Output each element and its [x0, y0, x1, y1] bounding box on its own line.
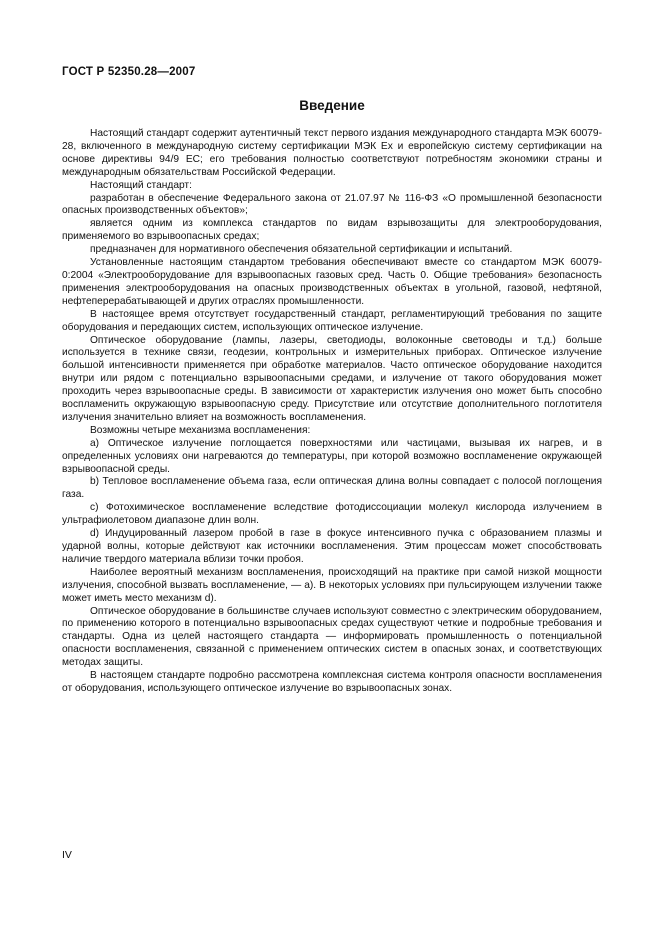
paragraph: Оптическое оборудование в большинстве случаев используют совместно с электрическим оборудованием, по применению которого в потенциально взрывоопасных средах существуют четкие и подробные требования и стандарты. Одна из целей настоящего стандарта — информировать промышленность о потенциальной опасности воспламенения, связанной с применением оптических систем в опасных зонах, и соответствующих методах защиты.: [62, 605, 602, 669]
page-number: IV: [62, 849, 72, 861]
paragraph: Настоящий стандарт:: [90, 179, 192, 191]
paragraph: разработан в обеспечение Федерального закона от 21.07.97 № 116-ФЗ «О промышленной безопасности опасных производственных объектов»;: [62, 192, 602, 217]
paragraph: а) Оптическое излучение поглощается поверхностями или частицами, вызывая их нагрев, и в определенных условиях они нагреваются до температуры, при которой возможно воспламенение окружающей взрывоопасной среды.: [62, 437, 602, 475]
paragraph: с) Фотохимическое воспламенение вследствие фотодиссоциации молекул кислорода излучением в ультрафиолетовом диапазоне длин волн.: [62, 502, 602, 527]
paragraph: Оптическое оборудование (лампы, лазеры, светодиоды, волоконные световоды и т.д.) больше используется в технике связи, геодезии, контрольных и измерительных приборах. Оптическое излучение большой интенсивности применяется при обработке материалов. Часто оптическое оборудование находится внутри или рядом с потенциально взрывоопасными средами, и излучение от такого оборудования может проходить через взрывоопасные среды. В зависимости от характеристик излучения оно может быть способно воспламенить окружающую взрывоопасную среду. Присутствие или отсутствие дополнительного поглотителя излучения значительно влияет на возможность воспламенения.: [62, 334, 602, 423]
paragraph: В настоящее время отсутствует государственный стандарт, регламентирующий требования по защите оборудования и передающих систем, использующих оптическое излучение.: [62, 308, 602, 333]
paragraph: предназначен для нормативного обеспечения обязательной сертификации и испытаний.: [90, 244, 513, 256]
paragraph: является одним из комплекса стандартов по видам взрывозащиты для электрооборудования, применяемого во взрывоопасных средах;: [62, 218, 602, 243]
paragraph: d) Индуцированный лазером пробой в газе в фокусе интенсивного пучка с образованием плазмы и ударной волны, которые действуют как источники воспламенения. Этим процессам может способствовать наличие твердого материала вблизи точки пробоя.: [62, 528, 602, 565]
paragraph: Возможны четыре механизма воспламенения:: [90, 424, 311, 436]
paragraph: Установленные настоящим стандартом требования обеспечивают вместе со стандартом МЭК 60079-0:2004 «Электрооборудование для взрывоопасных газовых сред. Часть 0. Общие требования» безопасность применения электрооборудования на опасных производственных объектах в угольной, газовой, нефтяной, нефтеперерабатывающей и других отраслях промышленности.: [62, 257, 602, 307]
body-text: [62, 128, 602, 696]
section-title: Введение: [299, 98, 365, 113]
paragraph: Настоящий стандарт содержит аутентичный текст первого издания международного стандарта МЭК 60079-28, включенного в международную систему сертификации МЭК Ех и европейскую систему сертификации на основе директивы 94/9 ЕС; его требования полностью соответствуют потребностям экономики страны и международным обязательствам Российской Федерации.: [62, 128, 602, 178]
paragraph: В настоящем стандарте подробно рассмотрена комплексная система контроля опасности воспламенения от оборудования, использующего оптическое излучение во взрывоопасных зонах.: [62, 670, 602, 694]
paragraph: b) Тепловое воспламенение объема газа, если оптическая длина волны совпадает с полосой поглощения газа.: [62, 476, 602, 501]
document-header: ГОСТ Р 52350.28—2007: [62, 66, 196, 78]
paragraph: Наиболее вероятный механизм воспламенения, происходящий на практике при самой низкой мощности излучения, способной вызвать воспламенение, — а). В некоторых условиях при пульсирующем излучении также может иметь место механизм d).: [62, 566, 602, 604]
